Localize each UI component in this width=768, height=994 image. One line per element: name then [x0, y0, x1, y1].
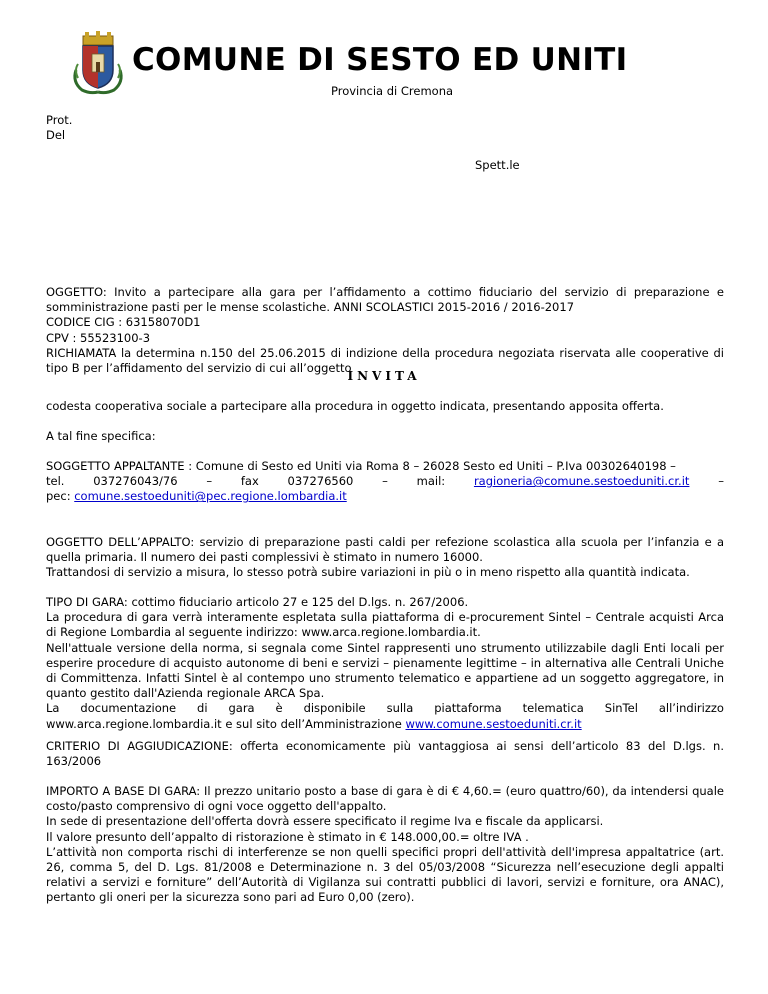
- word: gara: [228, 701, 255, 716]
- tipo-gara-sintel: Nell'attuale versione della norma, si segnala come Sintel rappresenti uno strumento utilizzabile dagli Enti locali per esperire procedure di acquisto autonome di beni e servizi – pienamente legittime – in alternativa alle Centrali Uniche di Committenza. Infatti Sintel è al contempo uno strumento telematico e appartiene ad un soggetto aggregatore, in quanto gestito dall'Azienda regionale ARCA Spa.: [46, 640, 724, 701]
- pec-link[interactable]: comune.sestoeduniti@pec.regione.lombardia.it: [74, 489, 347, 504]
- mail-link[interactable]: ragioneria@comune.sestoeduniti.cr.it: [473, 474, 690, 489]
- criterio-section: [46, 739, 724, 769]
- tel-value: 037276043/76: [93, 474, 178, 489]
- tipo-gara-text: La procedura di gara verrà interamente espletata sulla piattaforma di e-procurement Sintel – Centrale acquisti Arca di Regione Lombardia al seguente indirizzo: www.arca.regione.lombardia.it.: [46, 610, 724, 640]
- arca-site-text: www.arca.regione.lombardia.it e sul sito dell’Amministrazione: [46, 716, 406, 731]
- importo-section: [46, 784, 724, 906]
- importo-text: IMPORTO A BASE DI GARA: Il prezzo unitario posto a base di gara è di € 4,60.= (euro quattro/60), da intendersi quale costo/pasto comprensivo di ogni voce oggetto dell'appalto.: [46, 784, 724, 814]
- page-title: COMUNE DI SESTO ED UNITI: [132, 42, 628, 78]
- importo-sicurezza: L’attività non comporta rischi di interferenze se non quelli specifici propri dell'attività dell'impresa appaltatrice (art. 26, comma 5, del D. Lgs. 81/2008 e Determinazione n. 3 del 05/03/2008 “Sicurezza nell’esecuzione degli appalti relativi a servizi e forniture” dell’Autorità di Vigilanza sui contratti pubblici di lavori, servizi e forniture, ora ANAC), pertanto gli oneri per la sicurezza sono pari ad Euro 0,00 (zero).: [46, 844, 724, 905]
- fax-label: fax: [240, 474, 259, 489]
- oggetto-text: OGGETTO: Invito a partecipare alla gara per l’affidamento a cottimo fiduciario del servizio di preparazione e somministrazione pasti per le mense scolastiche. ANNI SCOLASTICI 2015-2016 / 2016-2017: [46, 285, 724, 315]
- criterio-text: CRITERIO DI AGGIUDICAZIONE: offerta economicamente più vantaggiosa ai sensi dell’articolo 83 del D.lgs. n. 163/2006: [46, 739, 724, 769]
- page-subtitle: Provincia di Cremona: [331, 84, 454, 98]
- recipient-label: Spett.le: [475, 158, 520, 172]
- oggetto-section: [46, 285, 724, 346]
- pec-line: [46, 489, 724, 504]
- municipal-crest-icon: [70, 30, 126, 96]
- cpv-code: CPV : 55523100-3: [46, 330, 151, 345]
- invito-paragraph: [46, 399, 724, 414]
- word: disponibile: [303, 701, 366, 716]
- oggetto-appalto-section: [46, 535, 724, 581]
- importo-iva: In sede di presentazione dell'offerta dovrà essere specificato il regime Iva e fiscale da applicarsi.: [46, 814, 604, 829]
- fax-value: 037276560: [287, 474, 354, 489]
- tipo-gara-line: TIPO DI GARA: cottimo fiduciario articolo 27 e 125 del D.lgs. n. 267/2006.: [46, 595, 469, 609]
- word: SinTel: [604, 701, 638, 716]
- soggetto-section: [46, 459, 724, 505]
- soggetto-line: SOGGETTO APPALTANTE : Comune di Sesto ed Uniti via Roma 8 – 26028 Sesto ed Uniti – P.Iva 00302640198 –: [46, 459, 676, 473]
- oggetto-appalto-note: Trattandosi di servizio a misura, lo stesso potrà subire variazioni in più o in meno rispetto alla quantità indicata.: [46, 565, 690, 580]
- specifica-text: A tal fine specifica:: [46, 429, 156, 443]
- word: piattaforma: [434, 701, 502, 716]
- oggetto-appalto-text: OGGETTO DELL’APPALTO: servizio di preparazione pasti caldi per refezione scolastica alla scuola per l’infanzia e a quella primaria. Il numero dei pasti complessivi è stimato in numero 16000.: [46, 535, 724, 565]
- comune-site-link[interactable]: www.comune.sestoeduniti.cr.it: [405, 716, 582, 731]
- cig-code: CODICE CIG : 63158070D1: [46, 315, 201, 330]
- word: di: [197, 701, 208, 716]
- word: telematica: [522, 701, 584, 716]
- importo-valore: Il valore presunto dell’appalto di ristorazione è stimato in € 148.000,00.= oltre IVA .: [46, 829, 529, 844]
- specifica-paragraph: [46, 429, 724, 444]
- invito-text: codesta cooperativa sociale a partecipare alla procedura in oggetto indicata, presentando apposita offerta.: [46, 399, 664, 413]
- dash: –: [382, 474, 388, 489]
- pec-label: pec:: [46, 489, 71, 504]
- word: è: [275, 701, 283, 716]
- word: all’indirizzo: [658, 701, 724, 716]
- mail-label: mail:: [416, 474, 446, 489]
- dash: –: [206, 474, 213, 489]
- tipo-gara-section: [46, 595, 724, 732]
- invita-heading: INVITA: [347, 369, 421, 383]
- protocol-label: Prot.: [46, 113, 73, 127]
- word: documentazione: [80, 701, 177, 716]
- word: La: [46, 701, 60, 716]
- contact-row: [46, 474, 724, 489]
- word: sulla: [386, 701, 414, 716]
- documentazione-row: [46, 701, 724, 716]
- richiamata-text: RICHIAMATA la determina n.150 del 25.06.2015 di indizione della procedura negoziata riservata alle cooperative di tipo B per l’affidamento del servizio di cui all’oggetto: [46, 346, 724, 376]
- tel-label: tel.: [46, 474, 65, 489]
- date-label: Del: [46, 128, 66, 142]
- tipo-gara-last: [46, 717, 724, 732]
- dash: –: [718, 474, 724, 489]
